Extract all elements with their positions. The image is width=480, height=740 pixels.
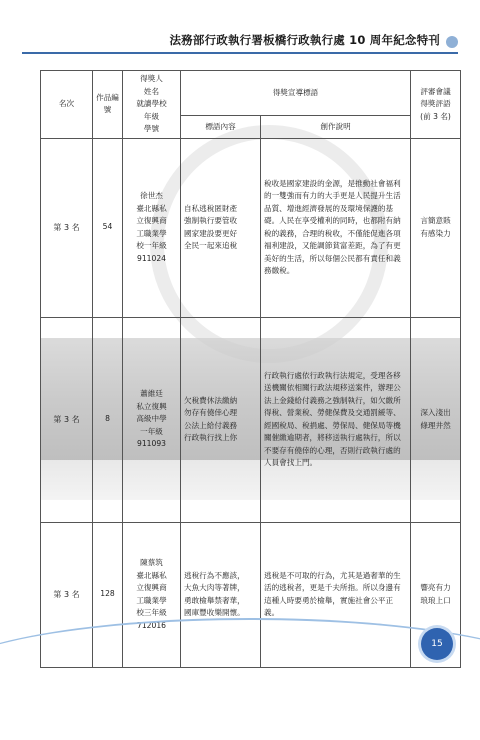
page-header-title: 法務部行政執行署板橋行政執行處 10 周年紀念特刊: [169, 33, 440, 47]
explanation-cell: 逃稅是不可取的行為，尤其是過奢華的生活的逃稅者，更是千夫所指。所以身邊有這種人時要勇於檢舉，實施社會公平正義。: [261, 522, 411, 667]
page-number-badge: 15: [421, 628, 453, 660]
header-decoration-dot: [446, 36, 458, 48]
table-row: [41, 138, 461, 317]
work-no-cell: 54: [93, 138, 123, 317]
header-slogan-group: 得獎宣導標語: [181, 71, 411, 116]
winner-cell: 蕭維廷 私立復興 高級中學 一年級 911093: [123, 317, 181, 522]
footer-arc-decoration: [0, 618, 480, 740]
header-slogan-content: 標語內容: [181, 116, 261, 139]
rank-cell: 第 3 名: [41, 317, 93, 522]
judges-cell: 言簡意賅 有感染力: [411, 138, 461, 317]
judges-cell: 響亮有力 琅琅上口: [411, 522, 461, 667]
rank-cell: 第 3 名: [41, 522, 93, 667]
winner-cell: 陳蔡筑 臺北縣私 立復興商 工職業學 校三年級 712016: [123, 522, 181, 667]
slogan-cell: 逃稅行為不應該， 大魚大肉等著牌， 勇敢檢舉禁奢華， 國庫豐收樂開懷。: [181, 522, 261, 667]
winner-cell: 徐世杰 臺北縣私 立復興商 工職業學 校一年級 911024: [123, 138, 181, 317]
work-no-cell: 8: [93, 317, 123, 522]
judges-cell: 深入淺出 條理井然: [411, 317, 461, 522]
table-row: [41, 317, 461, 522]
slogan-cell: 自私逃稅匿財產 強制執行要管收 國家建設要更好 全民一起來追稅: [181, 138, 261, 317]
rank-cell: 第 3 名: [41, 138, 93, 317]
header-rule: [22, 52, 458, 54]
work-no-cell: 128: [93, 522, 123, 667]
explanation-cell: 行政執行處依行政執行法規定，受理各移送機關依相關行政法規移送案件，辦理公法上金錢給付義務之強制執行，如欠繳所得稅、營業稅、勞健保費及交通罰緩等、經國稅局、稅捐處、勞保局、健保局等機關催繳逾期者，將移送執行處執行，所以不要存有僥倖的心理，否則行政執行處的人員會找上門。: [261, 317, 411, 522]
header-explanation: 創作說明: [261, 116, 411, 139]
header-winner: 得獎人 姓名 就讀學校 年級 學號: [123, 71, 181, 139]
header-rank: 名次: [41, 71, 93, 139]
slogan-cell: 欠稅費休法繳納 勿存有僥倖心理 公法上給付義務 行政執行找上你: [181, 317, 261, 522]
explanation-cell: 稅收是國家建設的金源，是推動社會福利的一雙強而有力的大手更是人民提升生活品質、增進經濟發展的及環境保護的基礎。人民在享受權利的同時，也都附有納稅的義務，合理的稅收，不僅能促進各項福利建設，又能調節貧富差距，為了有更美好的生活，所以每個公民都有責任和義務繳稅。: [261, 138, 411, 317]
header-work-no: 作品編號: [93, 71, 123, 139]
header-judges: 評審會議 得獎評語 (前 3 名): [411, 71, 461, 139]
award-table: [40, 70, 461, 668]
table-header-row: [41, 71, 461, 116]
